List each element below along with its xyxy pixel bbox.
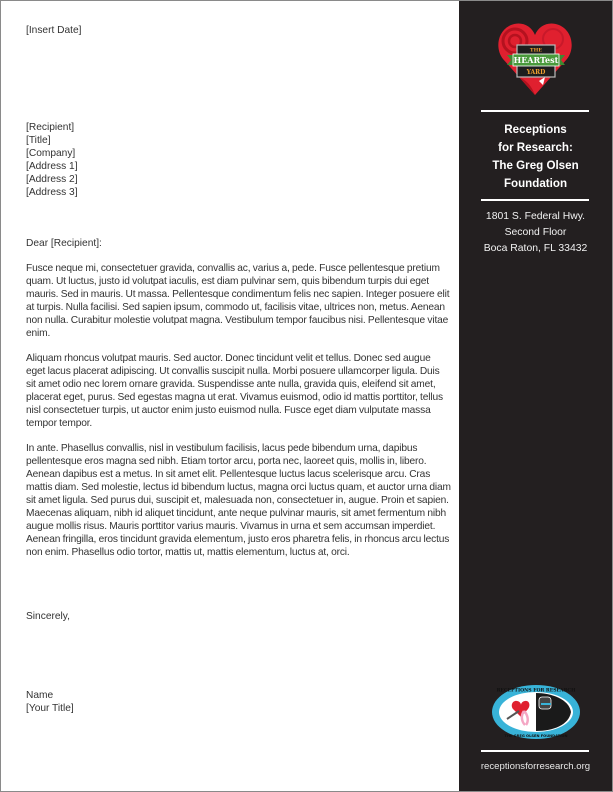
recipient-address-block [26, 121, 78, 199]
logo-heartest-text: HEARTest [513, 55, 559, 65]
recipient-address3-line: [Address 3] [26, 187, 78, 198]
logo-foundation-text: THE GREG OLSEN FOUNDATION [504, 734, 568, 738]
org-name-line: Foundation [503, 177, 568, 190]
salutation: Dear [Recipient]: [26, 238, 102, 249]
org-name-line: Receptions [504, 123, 567, 136]
logo-receptions-text: RECEPTIONS FOR RESEARCH [496, 688, 576, 694]
logo-the-text: THE [529, 47, 543, 54]
org-name-line: The Greg Olsen [492, 159, 579, 172]
letter-paragraphs [26, 262, 451, 571]
signature-name: Name [26, 690, 54, 701]
address-line: Boca Raton, FL 33432 [483, 243, 588, 254]
website-url[interactable]: receptionsforresearch.org [480, 761, 591, 772]
signature-block [26, 689, 74, 715]
address-line: 1801 S. Federal Hwy. [485, 211, 586, 222]
paragraph: Fusce neque mi, consectetuer gravida, convallis ac, varius a, pede. Fusce pellentesque pretium quam. Ut luctus, justo id volutpat iaculis, est diam pulvinar sem, quis bibendum turpis dui eget mauris. Sed in mauris. Ut massa. Pellentesque condimentum felis nec sapien. Integer posuere elit at turpis. Nulla facilisi. Sed sapien ipsum, commodo ut, facilisis vitae, ultrices non, metus. Aenean non nulla. Curabitur molestie volutpat magna. Vestibulum tempor faucibus nisi. Pellentesque vitae enim. [26, 263, 450, 339]
logo-yard-text: YARD [526, 69, 546, 76]
heart-logo-icon [493, 15, 577, 99]
date-placeholder: [Insert Date] [26, 25, 82, 36]
signature-title: [Your Title] [26, 703, 74, 714]
recipient-company-line: [Company] [26, 148, 76, 159]
organization-address [459, 209, 612, 257]
sidebar-divider [481, 110, 589, 112]
closing: Sincerely, [26, 611, 70, 622]
address-line: Second Floor [504, 227, 567, 238]
organization-name [459, 121, 612, 193]
recipient-line: [Recipient] [26, 122, 75, 133]
sidebar-divider [481, 750, 589, 752]
letterhead-sidebar [459, 1, 612, 791]
recipient-address2-line: [Address 2] [26, 174, 78, 185]
recipient-address1-line: [Address 1] [26, 161, 78, 172]
org-name-line: for Research: [498, 141, 573, 154]
recipient-title-line: [Title] [26, 135, 51, 146]
sidebar-divider [481, 199, 589, 201]
paragraph: In ante. Phasellus convallis, nisl in vestibulum facilisis, lacus pede bibendum urna, dapibus pellentesque eros magna sed nibh. Etiam tortor arcu, porta nec, laoreet quis, mollis in, libero. Aenean dapibus est a metus. In sit amet elit. Pellentesque luctus lacus scelerisque arcu. Cras mattis diam. Sed molestie, lectus id bibendum luctus, magna orci luctus quam, et auctor urna diam sit amet ligula. Sed purus dui, suscipit et, malesuada non, consectetuer in, augue. Proin et sapien. Maecenas aliquam, nibh id aliquet tincidunt, ante neque pulvinar mauris, sit amet fermentum nibh augue mollis risus. Mauris porttitor varius mauris. Vivamus in urna et sem accumsan imperdiet. Aenean fringilla, eros tincidunt gravida elementum, justo eros pharetra felis, in rhoncus arcu lectus non enim. Phasellus odio tortor, mattis ut, mattis elementum, luctus at, orci. [26, 443, 451, 558]
paragraph: Aliquam rhoncus volutpat mauris. Sed auctor. Donec tincidunt velit et tellus. Donec sed augue eget lacus placerat adipiscing. Ut convallis suscipit nulla. Morbi posuere ullamcorper ligula. Duis sit amet odio nec lorem ornare gravida. Suspendisse ante nulla, gravida quis, eleifend sit amet, placerat eget, purus. Sed egestas magna ut erat. Vivamus euismod, odio id mattis porttitor, tellus nisl consectetuer turpis, ut auctor enim justo euismod nulla. Fusce eget diam vulputate massa tempor tempor. [26, 353, 443, 429]
receptions-for-research-logo-icon [491, 683, 581, 741]
